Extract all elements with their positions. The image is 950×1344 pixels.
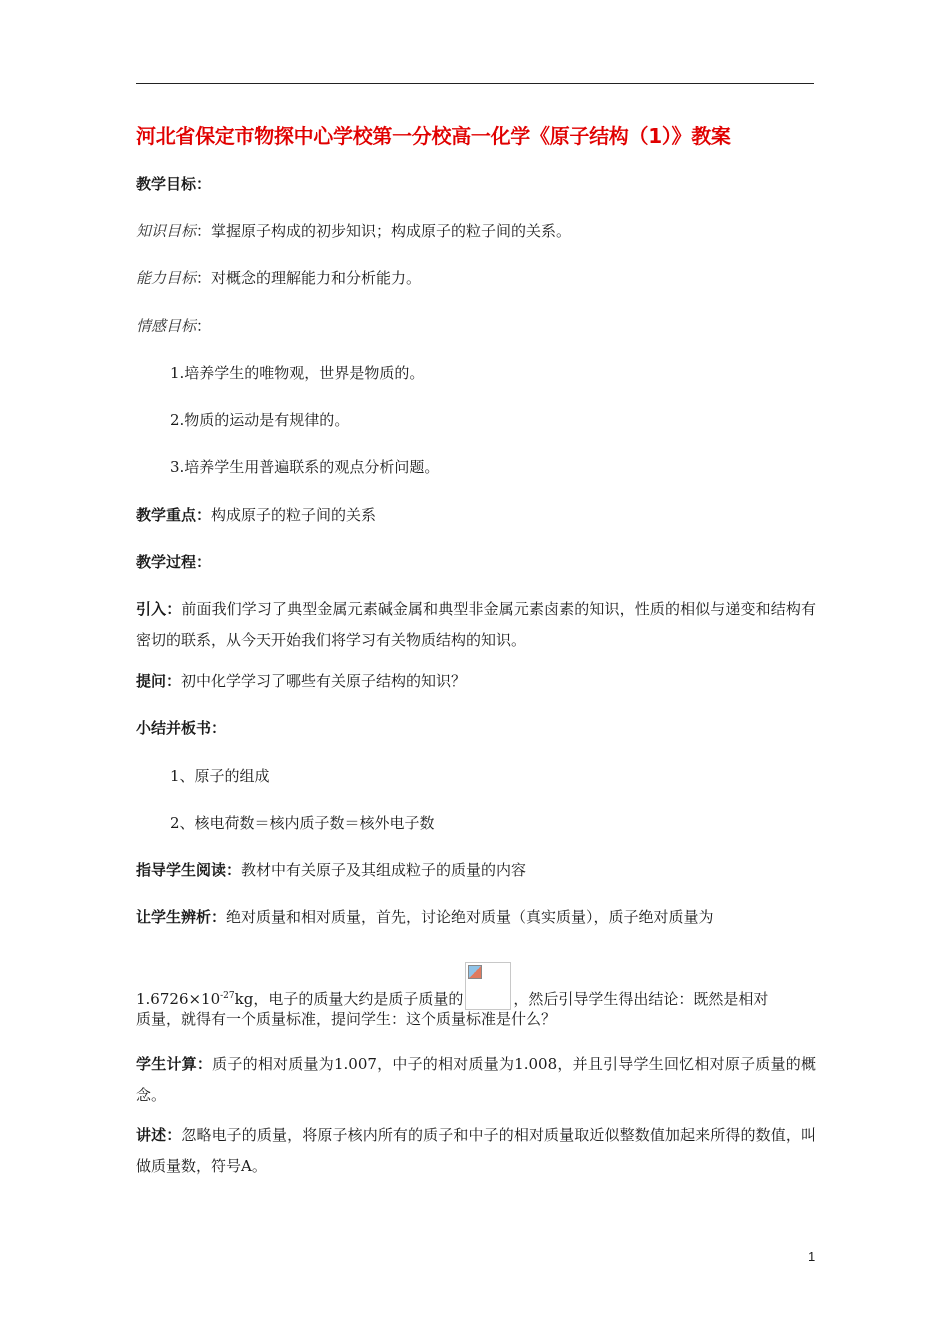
knowledge-objective-label: 知识目标 bbox=[136, 222, 197, 240]
reading-paragraph bbox=[136, 860, 526, 880]
knowledge-objective-text: ：掌握原子构成的初步知识；构成原子的粒子间的关系。 bbox=[196, 222, 572, 240]
emotion-item-1: 1.培养学生的唯物观，世界是物质的。 bbox=[170, 364, 425, 382]
mass-unit-text: kg，电子的质量大约是质子质量的 bbox=[234, 990, 464, 1008]
summary-item-1: 1、原子的组成 bbox=[170, 767, 270, 785]
mass-exponent: -27 bbox=[220, 991, 235, 1001]
ability-objective-label: 能力目标 bbox=[136, 269, 197, 287]
key-point-label: 教学重点： bbox=[136, 506, 212, 524]
lecture-text: 忽略电子的质量，将原子核内所有的质子和中子的相对质量取近似整数值加起来所得的数值，叫做质量数，符号A。 bbox=[136, 1126, 816, 1175]
emotion-item-3: 3.培养学生用普遍联系的观点分析问题。 bbox=[170, 458, 440, 476]
analysis-line-1 bbox=[136, 907, 714, 927]
page-number: 1 bbox=[808, 1249, 816, 1264]
ability-objective-text: ：对概念的理解能力和分析能力。 bbox=[196, 269, 422, 287]
calc-paragraph bbox=[136, 1049, 816, 1111]
broken-image-icon bbox=[468, 965, 482, 979]
ability-objective bbox=[136, 268, 421, 288]
question-paragraph bbox=[136, 671, 466, 691]
calc-text: 质子的相对质量为1.007，中子的相对质量为1.008，并且引导学生回忆相对原子质量的概念。 bbox=[136, 1055, 816, 1104]
reading-label: 指导学生阅读： bbox=[136, 861, 242, 879]
knowledge-objective bbox=[136, 221, 571, 241]
analysis-label: 让学生辨析： bbox=[136, 908, 227, 926]
analysis-line-2 bbox=[136, 962, 768, 1010]
key-point-text: 构成原子的粒子间的关系 bbox=[211, 506, 377, 524]
summary-label: 小结并板书： bbox=[136, 719, 227, 737]
analysis-line-3: 质量，就得有一个质量标准，提问学生：这个质量标准是什么？ bbox=[136, 1010, 557, 1028]
question-text: 初中化学学习了哪些有关原子结构的知识？ bbox=[181, 672, 467, 690]
header-rule bbox=[136, 83, 814, 84]
analysis-text-2: ，然后引导学生得出结论：既然是相对 bbox=[513, 990, 769, 1008]
intro-text: 前面我们学习了典型金属元素碱金属和典型非金属元素卤素的知识，性质的相似与递变和结构有密切的联系，从今天开始我们将学习有关物质结构的知识。 bbox=[136, 600, 816, 649]
calc-label: 学生计算： bbox=[136, 1055, 213, 1073]
key-point bbox=[136, 505, 376, 525]
intro-label: 引入： bbox=[136, 600, 182, 618]
intro-paragraph bbox=[136, 594, 816, 656]
emotion-item-2: 2.物质的运动是有规律的。 bbox=[170, 411, 350, 429]
emotion-objective-text: ： bbox=[196, 317, 212, 335]
mass-base: 1.6726×10 bbox=[136, 990, 221, 1008]
reading-text: 教材中有关原子及其组成粒子的质量的内容 bbox=[241, 861, 527, 879]
emotion-objective-label: 情感目标 bbox=[136, 317, 197, 335]
question-label: 提问： bbox=[136, 672, 182, 690]
lecture-paragraph bbox=[136, 1120, 816, 1182]
lecture-label: 讲述： bbox=[136, 1126, 182, 1144]
process-heading: 教学过程： bbox=[136, 553, 212, 571]
analysis-text-1: 绝对质量和相对质量，首先，讨论绝对质量（真实质量），质子绝对质量为 bbox=[226, 908, 714, 926]
summary-item-2: 2、核电荷数＝核内质子数＝核外电子数 bbox=[170, 814, 435, 832]
emotion-objective bbox=[136, 316, 211, 336]
objectives-heading: 教学目标： bbox=[136, 175, 212, 193]
fraction-image-placeholder bbox=[465, 962, 511, 1010]
document-title: 河北省保定市物探中心学校第一分校高一化学《原子结构（1）》教案 bbox=[136, 124, 731, 148]
